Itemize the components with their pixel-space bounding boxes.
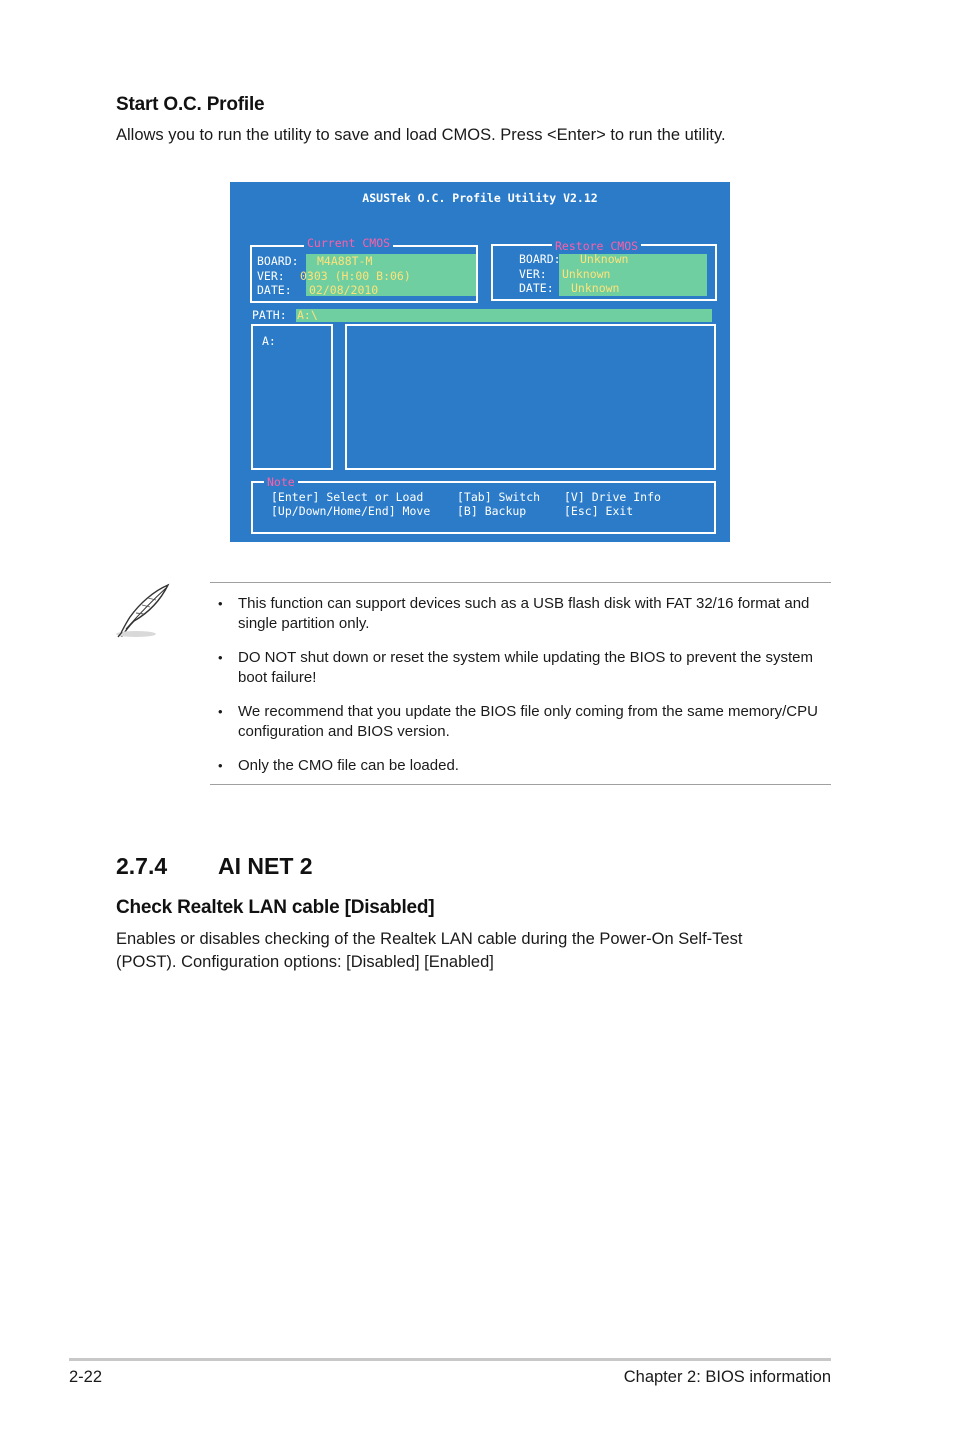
restore-cmos-legend: Restore CMOS — [552, 239, 641, 253]
note-top-rule — [210, 582, 831, 583]
path-value: A:\ — [297, 308, 318, 322]
restore-board-label: BOARD: — [519, 252, 561, 266]
key-hint: [B] Backup — [457, 504, 527, 518]
section-title: AI NET 2 — [218, 853, 313, 879]
key-hint: [Up/Down/Home/End] Move — [271, 504, 431, 518]
drive-a-item[interactable]: A: — [262, 334, 276, 348]
restore-ver-label: VER: — [519, 267, 547, 281]
restore-date-label: DATE: — [519, 281, 554, 295]
section-number: 2.7.4 — [116, 853, 168, 879]
current-ver-value: 0303 (H:00 B:06) — [300, 269, 411, 283]
restore-ver-value: Unknown — [562, 267, 611, 281]
note-item: • DO NOT shut down or reset the system while updating the BIOS to prevent the system boot failure! — [218, 649, 813, 686]
path-field[interactable] — [296, 309, 712, 322]
note-item: • This function can support devices such as a USB flash disk with FAT 32/16 format and single partition only. — [218, 595, 810, 632]
bios-title: ASUSTek O.C. Profile Utility V2.12 — [362, 191, 598, 205]
footer-rule — [69, 1358, 831, 1361]
current-cmos-legend: Current CMOS — [304, 236, 393, 250]
subsection-description: Enables or disables checking of the Realtek LAN cable during the Power-On Self-Test (POST). Configuration options: [Disabled] [Enabled] — [116, 930, 743, 971]
current-date-label: DATE: — [257, 283, 292, 297]
current-board-label: BOARD: — [257, 254, 299, 268]
key-hint: [Esc] Exit — [564, 504, 634, 518]
section-description: Allows you to run the utility to save and load CMOS. Press <Enter> to run the utility. — [116, 126, 726, 144]
key-hint: [V] Drive Info — [564, 490, 661, 504]
path-label: PATH: — [252, 308, 287, 322]
file-list-pane[interactable] — [345, 324, 716, 470]
bios-utility-screen — [230, 182, 730, 542]
key-hint: [Tab] Switch — [457, 490, 541, 504]
current-ver-label: VER: — [257, 269, 285, 283]
current-date-value: 02/08/2010 — [309, 283, 379, 297]
restore-date-value: Unknown — [571, 281, 620, 295]
page-number: 2-22 — [69, 1368, 103, 1386]
current-board-value: M4A88T-M — [317, 254, 373, 268]
key-hint: [Enter] Select or Load — [271, 490, 424, 504]
subheading-check-realtek-lan: Check Realtek LAN cable [Disabled] — [116, 897, 435, 918]
section-heading-start-oc-profile: Start O.C. Profile — [116, 94, 265, 115]
restore-board-value: Unknown — [580, 252, 629, 266]
feather-pen-icon — [114, 583, 172, 639]
chapter-label: Chapter 2: BIOS information — [623, 1368, 831, 1386]
note-bottom-rule — [210, 784, 831, 785]
note-legend: Note — [264, 475, 298, 489]
note-item: • Only the CMO file can be loaded. — [218, 757, 459, 774]
note-item: • We recommend that you update the BIOS file only coming from the same memory/CPU configuration and BIOS version. — [218, 703, 818, 740]
